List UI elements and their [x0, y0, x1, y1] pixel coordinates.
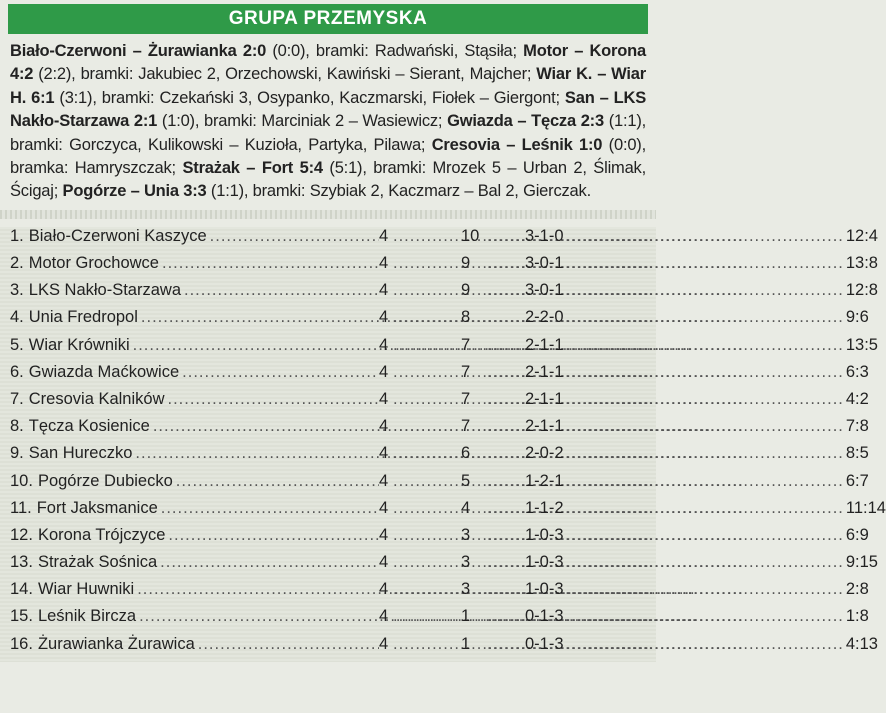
table-row [10, 580, 869, 607]
matches: 4 [379, 525, 389, 544]
points: 3 [461, 553, 471, 572]
leader-dots-wrap [585, 499, 846, 518]
leader-dots-wrap [391, 526, 461, 545]
team-name: LKS Nakło-Starzawa [28, 281, 181, 300]
goals: 13:5 [845, 335, 878, 354]
team-cell [10, 499, 379, 518]
match-fixture: Wiar K. – Wiar H. 6:1 [10, 65, 646, 107]
team-name: Wiar Krówniki [28, 335, 130, 354]
position: 7. [10, 389, 24, 408]
leader-dots-wrap [485, 281, 525, 300]
leader-dots-wrap [485, 444, 525, 463]
table-row [10, 308, 869, 335]
leader-dots-wrap [585, 580, 846, 599]
win-draw-loss: 1-0-3 [525, 580, 564, 599]
table-row [10, 634, 878, 662]
team-name: Wiar Huwniki [37, 580, 135, 599]
win-draw-loss: 2-1-1 [525, 362, 564, 381]
section-divider [0, 210, 656, 219]
leader-dots-wrap [391, 444, 461, 463]
match-fixture: Strażak – Fort 5:4 [182, 159, 323, 178]
leader-dots [587, 580, 844, 599]
win-draw-loss: 0-1-3 [525, 607, 564, 626]
matches: 4 [379, 281, 389, 300]
leader-dots-wrap [585, 254, 846, 273]
points: 9 [461, 281, 471, 300]
match-scorers: (0:0), bramki: Radwański, Stąsiła; [266, 42, 524, 60]
win-draw-loss: 1-2-1 [525, 471, 564, 490]
leader-dots-wrap [485, 308, 525, 327]
leader-dots [587, 417, 844, 436]
matches: 4 [379, 553, 389, 572]
table-row [10, 444, 869, 471]
match-fixture: Cresovia – Leśnik 1:0 [431, 135, 603, 154]
team-cell [10, 308, 379, 327]
team-name: Tęcza Kosienice [28, 417, 150, 436]
table-row [10, 607, 869, 634]
leader-dots [184, 281, 379, 300]
leader-dots [587, 254, 844, 273]
matches: 4 [379, 254, 389, 273]
points: 7 [461, 362, 471, 381]
team-name: Strażak Sośnica [37, 553, 158, 572]
team-cell [10, 526, 379, 545]
matches: 4 [379, 308, 389, 327]
match-result [63, 182, 591, 200]
leader-dots [587, 390, 844, 409]
points: 5 [461, 471, 471, 490]
position: 3. [10, 281, 24, 300]
matches: 4 [379, 498, 389, 517]
win-draw-loss: 2-1-1 [525, 335, 564, 354]
goals: 12:8 [845, 281, 878, 300]
match-fixture: Gwiazda – Tęcza 2:3 [447, 112, 604, 131]
goals: 4:13 [845, 634, 878, 653]
matches: 4 [379, 444, 389, 463]
leader-dots [210, 227, 379, 246]
match-scorers: (1:1), bramki: Gorczyca, Kulikowski – Kuzioła, Partyka, Pilawa; [10, 112, 647, 154]
points: 3 [461, 525, 471, 544]
leader-dots-wrap [391, 417, 461, 436]
team-name: Unia Fredropol [28, 308, 138, 327]
standings-table [0, 226, 886, 662]
leader-dots-wrap [585, 472, 846, 491]
win-draw-loss: 1-0-3 [525, 553, 564, 572]
leader-dots-wrap [391, 607, 461, 626]
goals: 9:15 [845, 553, 878, 572]
position: 8. [10, 417, 24, 436]
leader-dots [182, 363, 379, 382]
leader-dots-wrap [485, 499, 525, 518]
match-scorers: (2:2), bramki: Jakubiec 2, Orzechowski, Kawiński – Sierant, Majcher; [33, 65, 537, 84]
leader-dots-wrap [391, 308, 461, 327]
win-draw-loss: 2-1-1 [525, 417, 564, 436]
team-cell [10, 607, 379, 626]
leader-dots-wrap [585, 417, 846, 436]
team-cell [10, 635, 379, 654]
win-draw-loss: 2-1-1 [525, 389, 564, 408]
leader-dots-wrap [391, 281, 461, 300]
leader-dots-wrap [391, 553, 461, 572]
leader-dots-wrap [391, 363, 461, 382]
leader-dots [587, 499, 844, 518]
team-cell [10, 363, 379, 382]
position: 1. [10, 226, 24, 245]
match-fixture: Pogórze – Unia 3:3 [62, 182, 207, 201]
points: 1 [461, 607, 471, 626]
leader-dots-wrap [585, 227, 846, 246]
group-title: GRUPA PRZEMYSKA [228, 8, 428, 29]
leader-dots-wrap [485, 635, 525, 654]
leader-dots [587, 553, 844, 572]
points: 3 [461, 580, 471, 599]
leader-dots [198, 635, 379, 654]
leader-dots [587, 363, 844, 382]
group-header [8, 4, 648, 34]
team-name: Pogórze Dubiecko [37, 471, 173, 490]
leader-dots [587, 472, 844, 491]
leader-dots-wrap [585, 635, 846, 654]
leader-dots-wrap [485, 336, 525, 355]
table-row [10, 389, 869, 417]
position: 12. [10, 525, 33, 544]
leader-dots-wrap [485, 580, 525, 599]
leader-dots [587, 635, 844, 654]
position: 13. [10, 553, 33, 572]
table-row [10, 335, 878, 363]
leader-dots-wrap [485, 553, 525, 572]
team-name: Fort Jaksmanice [36, 498, 158, 517]
team-cell [10, 281, 379, 300]
position: 5. [10, 335, 24, 354]
team-name: Cresovia Kalników [28, 389, 165, 408]
team-cell [10, 472, 379, 491]
match-fixture: Biało-Czerwoni – Żurawianka 2:0 [10, 42, 267, 60]
match-scorers: (1:1), bramki: Szybiak 2, Kaczmarz – Bal 2, Gierczak. [206, 182, 591, 201]
points: 1 [461, 634, 471, 653]
leader-dots [168, 390, 380, 409]
match-scorers: (5:1), bramki: Mrozek 5 – Urban 2, Ślimak, Ścigaj; [10, 159, 646, 201]
team-cell [10, 580, 379, 599]
match-scorers: (3:1), bramki: Czekański 3, Osypanko, Kaczmarski, Fiołek – Giergont; [54, 88, 565, 107]
leader-dots-wrap [585, 281, 846, 300]
leader-dots [587, 444, 844, 463]
leader-dots-wrap [391, 635, 461, 654]
position: 11. [10, 498, 32, 517]
table-row [10, 417, 869, 444]
matches: 4 [379, 607, 389, 626]
goals: 4:2 [845, 389, 869, 408]
points: 9 [461, 254, 471, 273]
leader-dots-wrap [485, 607, 525, 626]
position: 15. [10, 607, 33, 626]
table-row [10, 525, 869, 553]
position: 6. [10, 362, 24, 381]
match-fixture: San – LKS Nakło-Starzawa 2:1 [10, 88, 646, 131]
win-draw-loss: 2-2-0 [525, 308, 564, 327]
table-row [10, 254, 878, 281]
table-row [10, 553, 878, 580]
leader-dots-wrap [485, 526, 525, 545]
leader-dots-wrap [485, 363, 525, 382]
leader-dots-wrap [391, 580, 461, 599]
position: 9. [10, 444, 24, 463]
team-name: San Hureczko [28, 444, 133, 463]
team-name: Motor Grochowce [28, 254, 159, 273]
match-scorers: (1:0), bramki: Marciniak 2 – Wasiewicz; [157, 112, 448, 131]
points: 7 [461, 335, 471, 354]
table-row [10, 471, 869, 499]
team-name: Żurawianka Żurawica [37, 634, 195, 653]
leader-dots-wrap [485, 472, 525, 491]
team-name: Gwiazda Maćkowice [28, 362, 180, 381]
leader-dots-wrap [585, 553, 846, 572]
win-draw-loss: 3-0-1 [525, 281, 564, 300]
goals: 13:8 [845, 254, 878, 273]
team-cell [10, 336, 379, 355]
team-name: Korona Trójczyce [37, 525, 166, 544]
win-draw-loss: 3-1-0 [525, 226, 564, 245]
matches: 4 [379, 335, 389, 354]
goals: 1:8 [845, 607, 869, 626]
leader-dots-wrap [485, 390, 525, 409]
win-draw-loss: 1-1-2 [525, 498, 564, 517]
leader-dots-wrap [585, 308, 846, 327]
leader-dots-wrap [391, 499, 461, 518]
match-results [10, 40, 646, 204]
position: 4. [10, 308, 24, 327]
goals: 12:4 [845, 226, 878, 245]
match-fixture: Motor – Korona 4:2 [10, 42, 646, 84]
team-cell [10, 553, 379, 572]
leader-dots-wrap [585, 444, 846, 463]
goals: 11:14 [845, 498, 886, 517]
win-draw-loss: 3-0-1 [525, 254, 564, 273]
table-row [10, 281, 878, 308]
matches: 4 [379, 417, 389, 436]
goals: 6:7 [845, 471, 869, 490]
match-result [10, 42, 523, 60]
goals: 9:6 [845, 308, 869, 327]
leader-dots [176, 472, 379, 491]
position: 2. [10, 254, 24, 273]
position: 16. [10, 634, 33, 653]
goals: 7:8 [845, 417, 869, 436]
leader-dots [161, 499, 379, 518]
team-cell [10, 444, 379, 463]
leader-dots-wrap [391, 390, 461, 409]
leader-dots-wrap [585, 336, 846, 355]
matches: 4 [379, 362, 389, 381]
win-draw-loss: 2-0-2 [525, 444, 564, 463]
points: 7 [461, 417, 471, 436]
leader-dots [587, 336, 844, 355]
leader-dots [587, 526, 844, 545]
goals: 8:5 [845, 444, 869, 463]
team-cell [10, 390, 379, 409]
leader-dots [587, 227, 844, 246]
leader-dots-wrap [585, 607, 846, 626]
leader-dots-wrap [391, 227, 461, 246]
leader-dots-wrap [485, 227, 525, 246]
points: 6 [461, 444, 471, 463]
matches: 4 [379, 634, 389, 653]
table-row [10, 226, 878, 254]
leader-dots-wrap [391, 336, 461, 355]
points: 7 [461, 389, 471, 408]
leader-dots [587, 607, 844, 626]
win-draw-loss: 1-0-3 [525, 525, 564, 544]
matches: 4 [379, 226, 389, 245]
win-draw-loss: 0-1-3 [525, 634, 564, 653]
leader-dots-wrap [485, 417, 525, 436]
points: 10 [461, 226, 480, 245]
leader-dots-wrap [585, 363, 846, 382]
leader-dots-wrap [391, 254, 461, 273]
position: 14. [10, 580, 33, 599]
leader-dots [587, 308, 844, 327]
team-cell [10, 417, 379, 436]
table-row [10, 362, 869, 390]
position: 10. [10, 471, 33, 490]
team-cell [10, 254, 379, 273]
leader-dots-wrap [391, 472, 461, 491]
leader-dots [160, 553, 379, 572]
leader-dots-wrap [485, 254, 525, 273]
leader-dots [162, 254, 379, 273]
team-name: Biało-Czerwoni Kaszyce [28, 226, 207, 245]
matches: 4 [379, 471, 389, 490]
points: 4 [461, 498, 471, 517]
leader-dots-wrap [585, 526, 846, 545]
leader-dots [587, 281, 844, 300]
leader-dots [168, 526, 379, 545]
team-name: Leśnik Bircza [37, 607, 137, 626]
leader-dots-wrap [585, 390, 846, 409]
matches: 4 [379, 580, 389, 599]
matches: 4 [379, 389, 389, 408]
team-cell [10, 227, 379, 246]
goals: 2:8 [845, 580, 869, 599]
points: 8 [461, 308, 471, 327]
goals: 6:3 [845, 362, 869, 381]
table-row [10, 498, 886, 526]
goals: 6:9 [845, 525, 869, 544]
match-scorers: (0:0), bramka: Hamryszczak; [10, 135, 646, 178]
